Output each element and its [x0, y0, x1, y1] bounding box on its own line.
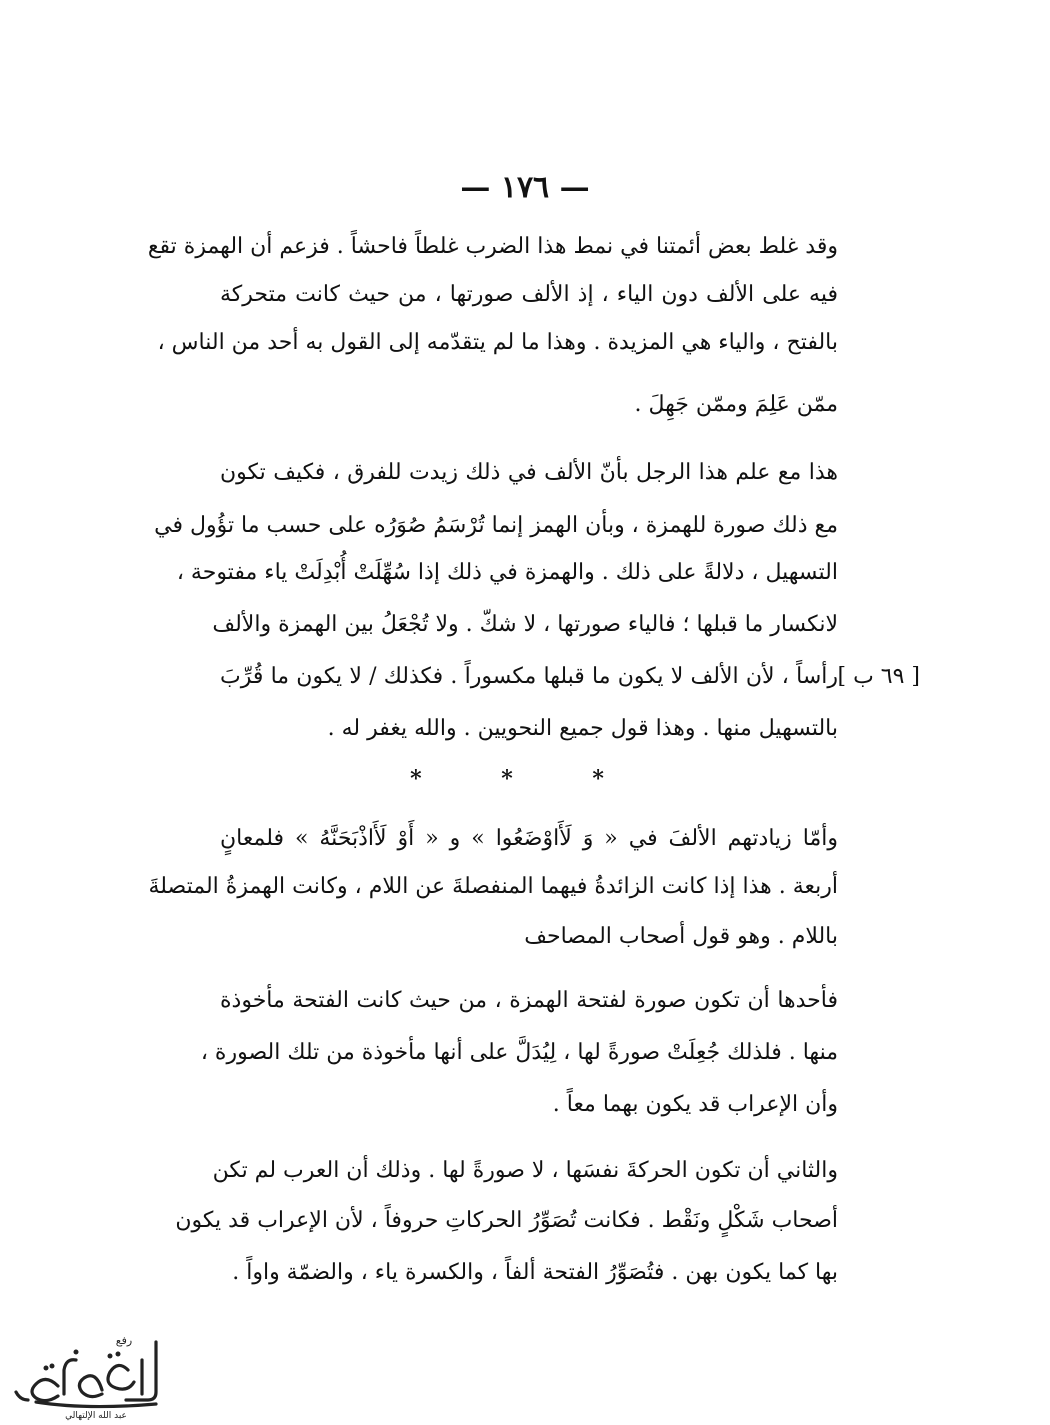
text-line: أربعة . هذا إذا كانت الزائدةُ فيهما المنفصلةَ عن اللام ، وكانت الهمزةُ المتصلةَ: [148, 874, 838, 899]
text-line: منها . فلذلك جُعِلَتْ صورةً لها ، لِيُدَلَّ على أنها مأخوذة من تلك الصورة ،: [200, 1040, 838, 1065]
text-line: أصحاب شَكْلٍ ونَقْط . فكانت تُصَوِّرُ الحركاتِ حروفاً ، لأن الإعراب قد يكون: [175, 1208, 838, 1233]
text-line: بالتسهيل منها . وهذا قول جميع النحويين . والله يغفر له .: [327, 716, 838, 741]
text-line: مع ذلك صورة للهمزة ، وبأن الهمز إنما تُرْسَمُ صُوَرُه على حسب ما تؤُول في: [154, 513, 838, 538]
text-line: لانكسار ما قبلها ؛ فالياء صورتها ، لا شكّ . ولا تُجْعَلُ بين الهمزة والألف: [212, 612, 838, 637]
library-stamp-logo: [6, 1330, 176, 1422]
text-line: ممّن عَلِمَ وممّن جَهِلَ .: [634, 392, 838, 417]
text-line: فأحدها أن تكون صورة لفتحة الهمزة ، من حيث كانت الفتحة مأخوذة: [220, 988, 838, 1013]
margin-folio-note: [ ٦٩ ب ]: [837, 664, 920, 689]
text-line: بها كما يكون بهن . فتُصَوِّرُ الفتحة ألفاً ، والكسرة ياء ، والضمّة واواً .: [232, 1260, 838, 1285]
text-line: باللام . وهو قول أصحاب المصاحف: [524, 924, 838, 949]
text-line: والثاني أن تكون الحركةَ نفسَها ، لا صورةً لها . وذلك أن العرب لم تكن: [212, 1158, 838, 1183]
text-line: وأمّا زيادتهم الألفَ في « وَ لَأَاوْضَعُوا » و « أَوْ لَأَاذْبَحَنَّهُ » فلمعانٍ: [220, 826, 838, 851]
section-separator: * * *: [410, 766, 640, 792]
text-line: هذا مع علم هذا الرجل بأنّ الألف في ذلك زيدت للفرق ، فكيف تكون: [220, 460, 838, 485]
stamp-top-text: رفع: [115, 1334, 133, 1347]
text-line: وأن الإعراب قد يكون بهما معاً .: [552, 1092, 838, 1117]
stamp-sub-text: عبد الله الإلتهالي: [65, 1411, 127, 1421]
text-line: التسهيل ، دلالةً على ذلك . والهمزة في ذلك إذا سُهِّلَتْ أُبْدِلَتْ ياء مفتوحة ،: [176, 560, 838, 585]
text-line: بالفتح ، والياء هي المزيدة . وهذا ما لم يتقدّمه إلى القول به أحد من الناس ،: [157, 330, 838, 355]
page-number: — ١٧٦ —: [460, 170, 590, 205]
text-line: فيه على الألف دون الياء ، إذ الألف صورتها ، من حيث كانت متحركة: [220, 282, 838, 307]
text-line: رأساً ، لأن الألف لا يكون ما قبلها مكسوراً . فكذلك / لا يكون ما قُرِّبَ: [220, 664, 838, 689]
text-line: وقد غلط بعض أئمتنا في نمط هذا الضرب غلطاً فاحشاً . فزعم أن الهمزة تقع: [147, 234, 838, 259]
